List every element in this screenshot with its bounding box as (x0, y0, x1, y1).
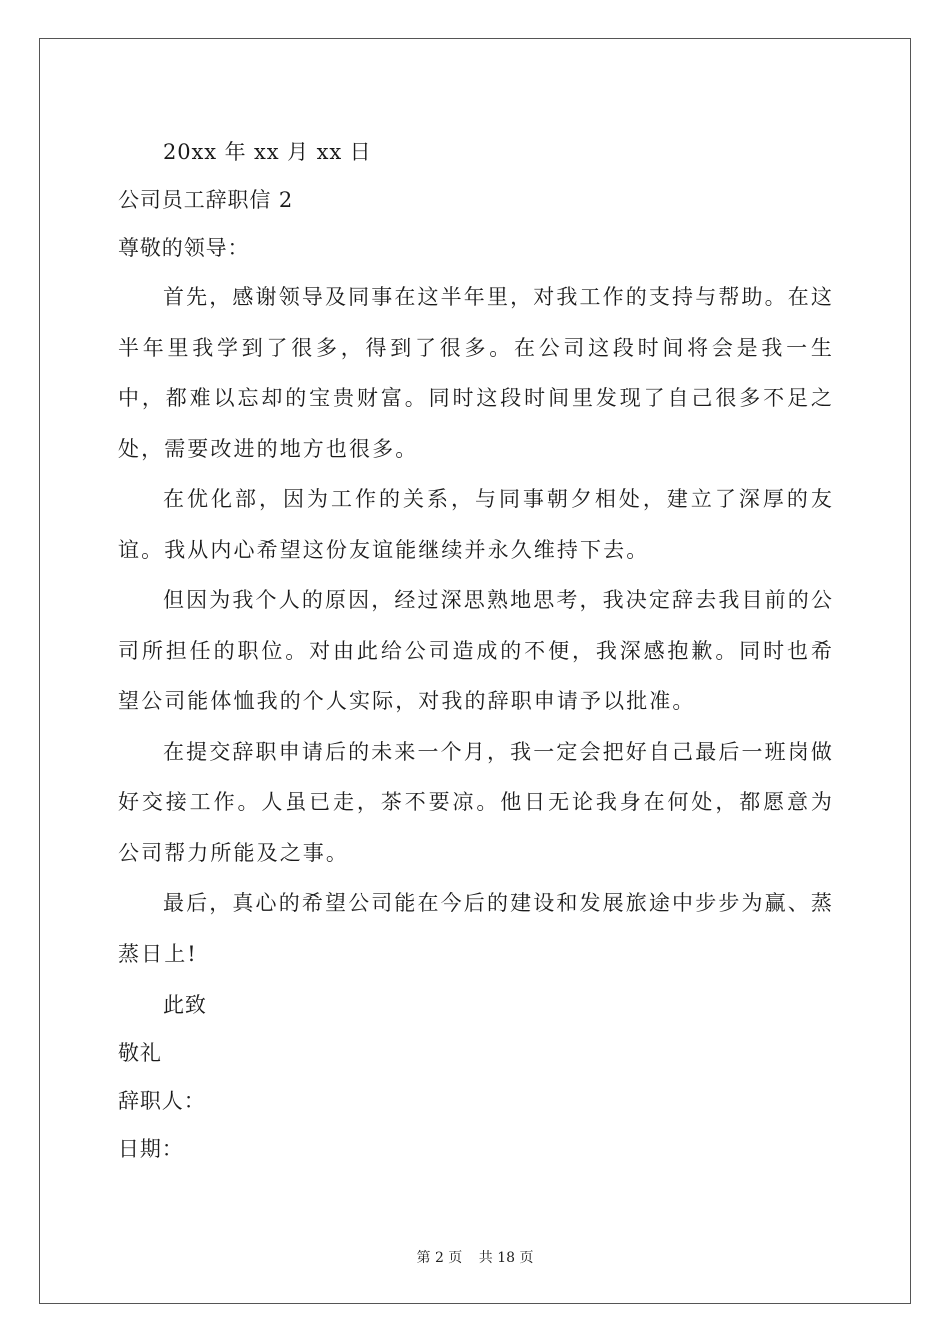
salutation: 尊敬的领导： (118, 236, 250, 260)
page-total: 共 18 页 (478, 1250, 534, 1266)
paragraph-friendship: 在优化部，因为工作的关系，与同事朝夕相处，建立了深厚的友谊。我从内心希望这份友谊能继续并永久维持下去。 (118, 487, 834, 562)
paragraph-resignation-reason: 但因为我个人的原因，经过深思熟地思考，我决定辞去我目前的公司所担任的职位。对由此给公司造成的不便，我深感抱歉。同时也希望公司能体恤我的个人实际，对我的辞职申请予以批准。 (118, 588, 834, 713)
paragraph-handover: 在提交辞职申请后的未来一个月，我一定会把好自己最后一班岗做好交接工作。人虽已走，茶不要凉。他日无论我身在何处，都愿意为公司帮力所能及之事。 (118, 739, 834, 865)
page-footer (0, 1247, 950, 1267)
letter-title: 公司员工辞职信 2 (118, 188, 294, 212)
signer-label: 辞职人： (118, 1089, 206, 1113)
paragraph-wishes: 最后，真心的希望公司能在今后的建设和发展旅途中步步为赢、蒸蒸日上! (118, 891, 834, 966)
closing-ci-zhi: 此致 (163, 993, 207, 1017)
paragraph-gratitude: 首先，感谢领导及同事在这半年里，对我工作的支持与帮助。在这半年里我学到了很多，得到了很多。在公司这段时间将会是我一生中，都难以忘却的宝贵财富。同时这段时间里发现了自己很多不足之处，需要改进的地方也很多。 (118, 285, 834, 461)
date-label: 日期： (118, 1137, 184, 1161)
letter-body (118, 128, 834, 1173)
letter-date: 20xx 年 xx 月 xx 日 (163, 140, 372, 164)
closing-jing-li: 敬礼 (118, 1041, 162, 1065)
page-number: 第 2 页 (416, 1250, 463, 1266)
